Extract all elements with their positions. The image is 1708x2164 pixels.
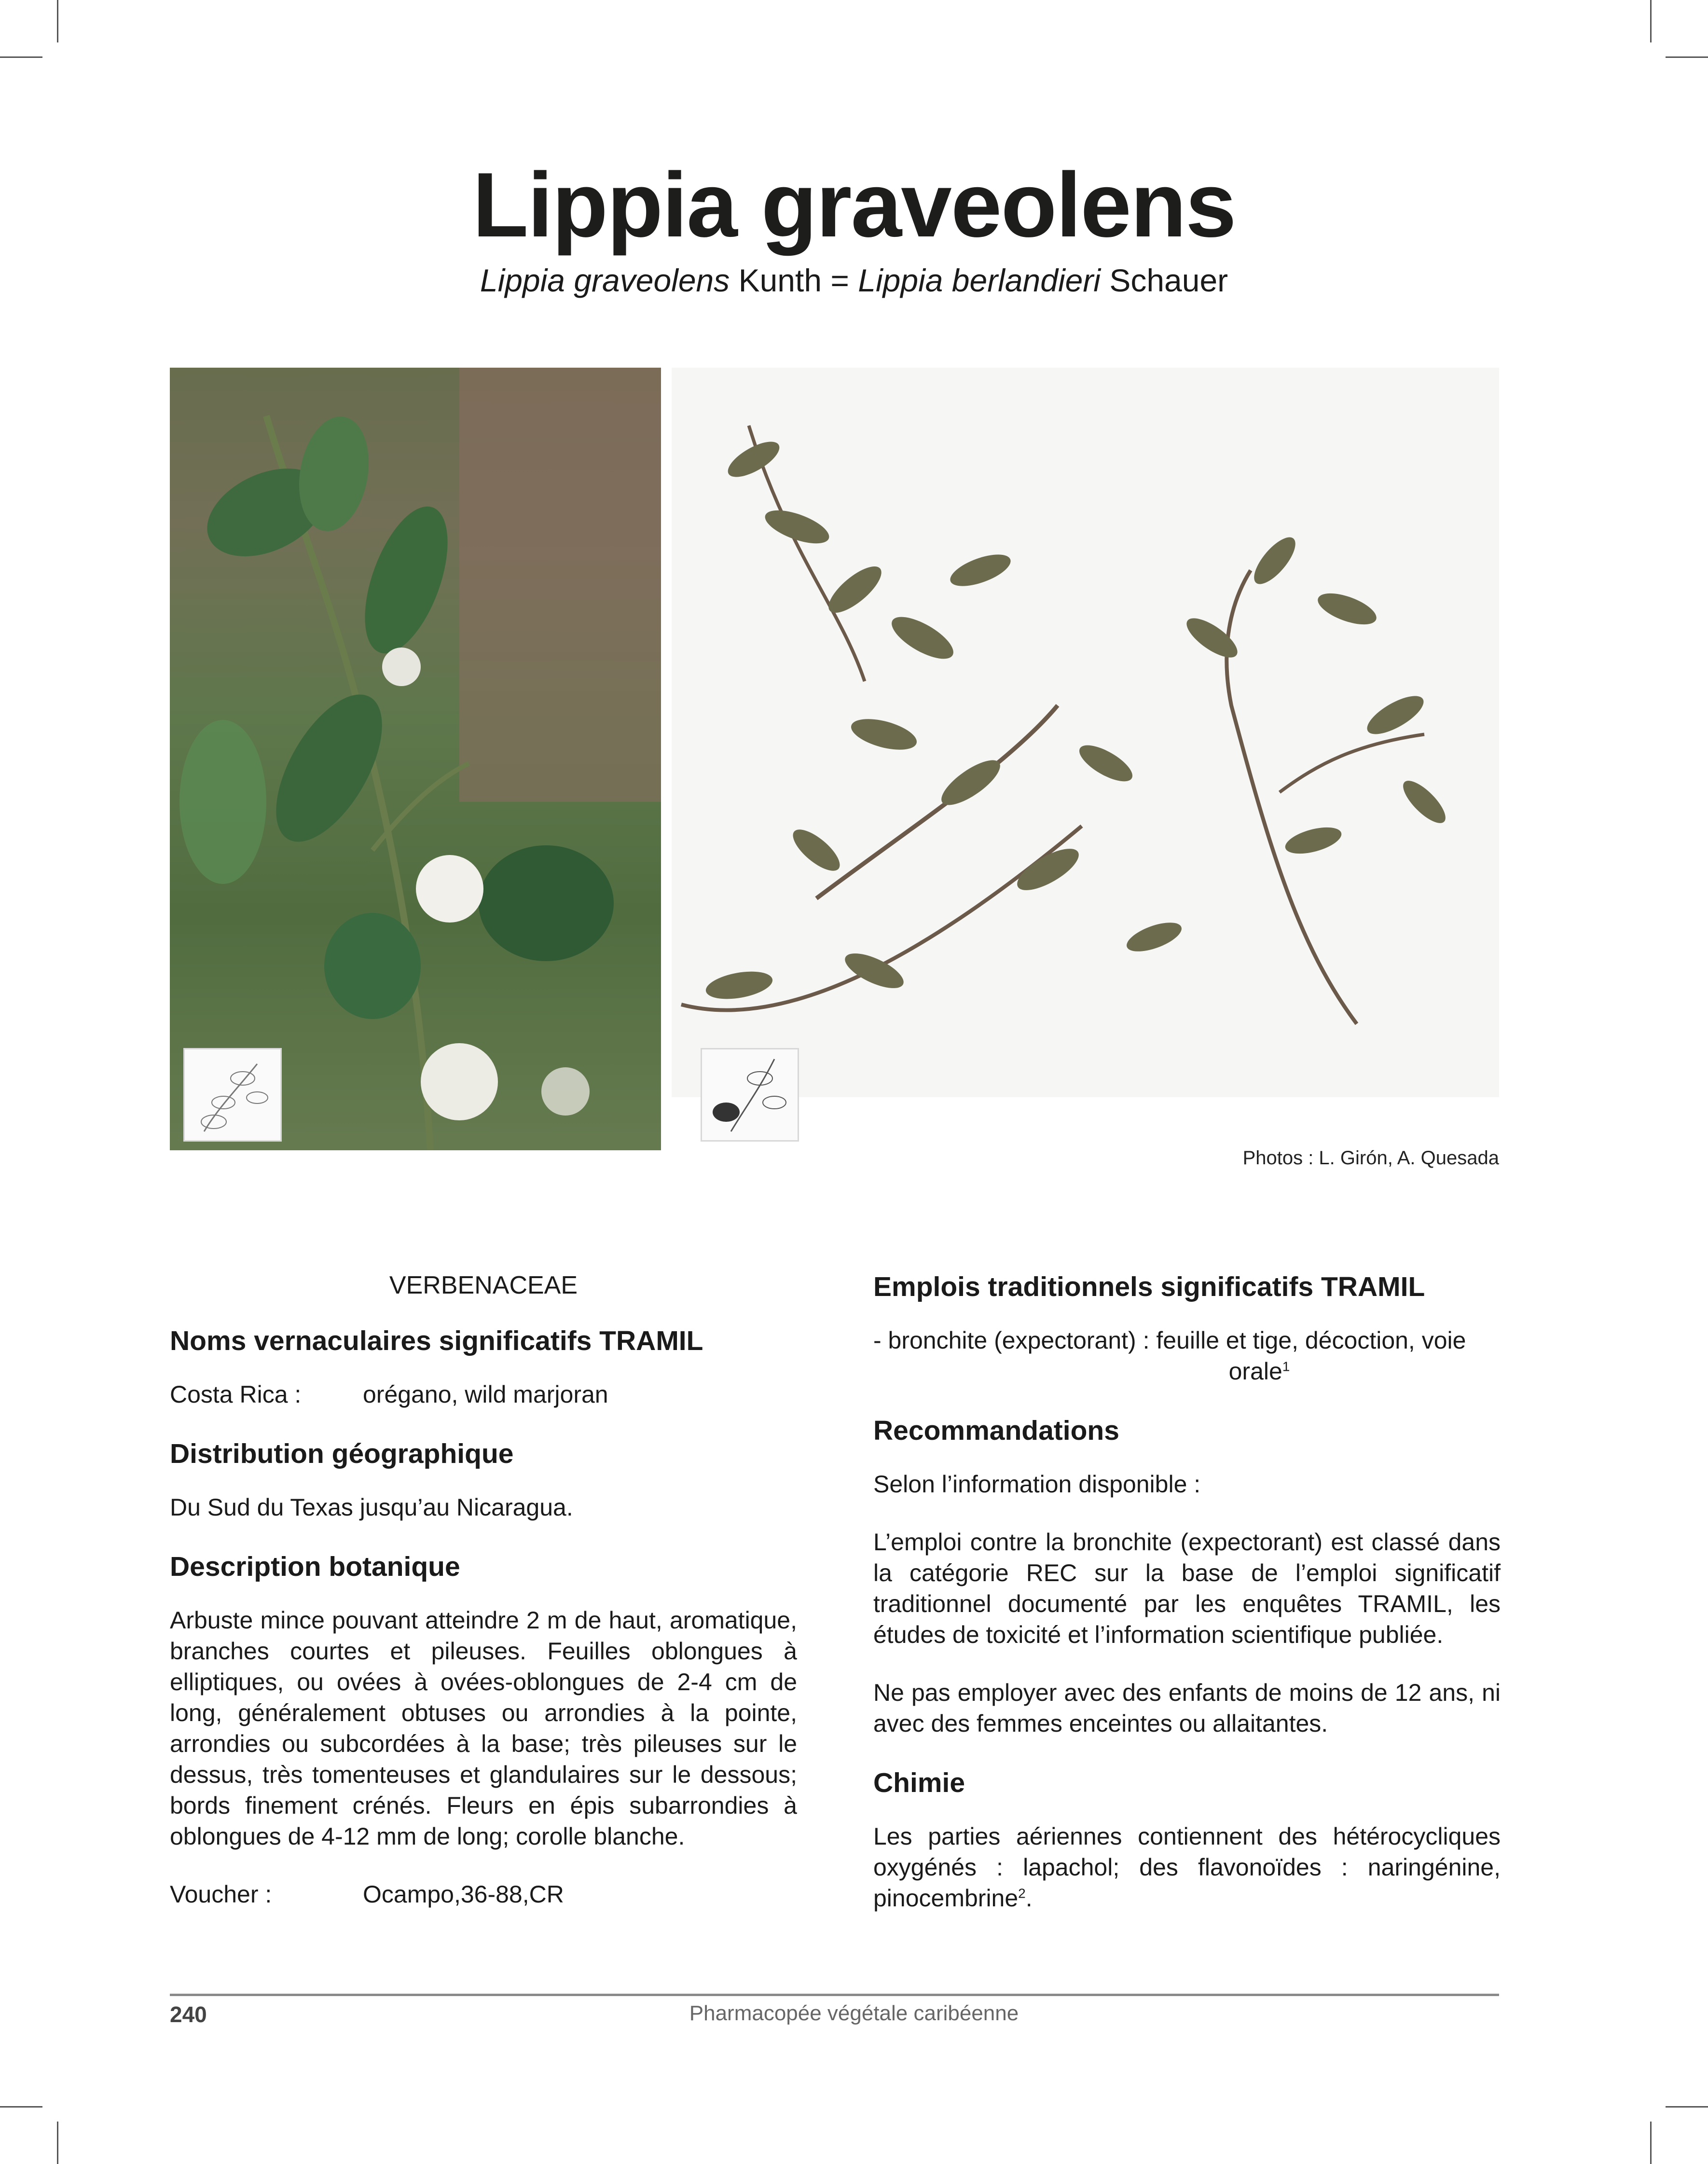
crop-mark <box>1650 0 1652 42</box>
plant-photo-herbarium <box>672 368 1499 1097</box>
uses-line: - bronchite (expectorant) : feuille et tige, décoction, voie <box>873 1327 1466 1354</box>
scientific-name <box>0 264 1708 296</box>
scientific-name-synonym: Lippia berlandieri <box>858 262 1101 298</box>
chemistry-body: Les parties aériennes contiennent des hétérocycliques oxygénés : lapachol; des flavonoïdes : naringénine, pinocembrine <box>873 1823 1501 1912</box>
vernacular-names: orégano, wild marjoran <box>363 1381 608 1408</box>
right-column <box>873 1270 1501 1941</box>
author-primary: Kunth <box>738 262 822 298</box>
distribution-heading: Distribution géographique <box>170 1438 514 1469</box>
plant-photo-illustration <box>170 368 661 1150</box>
herbarium-illustration <box>672 368 1499 1097</box>
left-column <box>170 1270 797 1937</box>
vernacular-row <box>170 1379 797 1410</box>
botanical-sketch-icon <box>185 1049 280 1140</box>
book-title: Pharmacopée végétale caribéenne <box>689 2001 1019 2025</box>
crop-mark <box>57 2122 58 2164</box>
vernacular-country: Costa Rica : <box>170 1381 302 1408</box>
uses-heading: Emplois traditionnels significatifs TRAMIL <box>873 1271 1425 1302</box>
voucher-value: Ocampo,36-88,CR <box>363 1881 564 1908</box>
recommendations-paragraph-2: Ne pas employer avec des enfants de moins de 12 ans, ni avec des femmes enceintes ou allaitantes. <box>873 1679 1501 1737</box>
page-title: Lippia graveolens <box>472 154 1236 256</box>
crop-mark <box>0 56 42 58</box>
recommendations-heading: Recommandations <box>873 1415 1119 1446</box>
scientific-name-primary: Lippia graveolens <box>480 262 730 298</box>
photo-credit: Photos : L. Girón, A. Quesada <box>1242 1147 1499 1169</box>
crop-mark <box>1666 2106 1708 2108</box>
description-heading: Description botanique <box>170 1551 460 1582</box>
uses-reference: 1 <box>1282 1359 1290 1374</box>
synonym-sign: = <box>830 262 849 298</box>
crop-mark <box>0 2106 42 2108</box>
page-number: 240 <box>170 2002 207 2027</box>
plant-family: VERBENACEAE <box>389 1271 578 1299</box>
chemistry-end: . <box>1025 1885 1033 1912</box>
botanical-drawing-thumbnail <box>701 1048 799 1142</box>
chemistry-reference: 2 <box>1018 1886 1026 1901</box>
author-synonym: Schauer <box>1109 262 1228 298</box>
chemistry-heading: Chimie <box>873 1767 965 1798</box>
plant-photo-living <box>170 368 661 1150</box>
recommendations-intro: Selon l’information disponible : <box>873 1471 1201 1498</box>
recommendations-paragraph-1: L’emploi contre la bronchite (expectorant) est classé dans la catégorie REC sur la base de l’emploi significatif traditionnel documenté par les enquêtes TRAMIL, les études de toxicité et l’information scientifique publiée. <box>873 1529 1501 1648</box>
description-text: Arbuste mince pouvant atteindre 2 m de haut, aromatique, branches courtes et pileuses. Feuilles oblongues à elliptiques, ou ovées à ovées-oblongues de 2-4 cm de long, généralement obtuses ou arrondies à la pointe, arrondies ou subcordées à la base; très pileuses sur le dessus, très tomenteuses et glandulaires sur le dessous; bords finement crénés. Fleurs en épis subarrondies à oblongues de 4-12 mm de long; corolle blanche. <box>170 1607 797 1850</box>
distribution-text: Du Sud du Texas jusqu’au Nicaragua. <box>170 1494 573 1521</box>
uses-tail <box>873 1356 1501 1387</box>
botanical-sketch-icon <box>702 1049 798 1140</box>
footer-divider <box>170 1994 1499 1996</box>
uses-text <box>873 1325 1501 1387</box>
botanical-drawing-thumbnail <box>183 1048 282 1142</box>
voucher-row <box>170 1879 797 1910</box>
uses-tail-text: orale <box>1228 1358 1282 1385</box>
vernacular-heading: Noms vernaculaires significatifs TRAMIL <box>170 1325 703 1356</box>
crop-mark <box>1650 2122 1652 2164</box>
voucher-label: Voucher : <box>170 1881 272 1908</box>
crop-mark <box>57 0 58 42</box>
crop-mark <box>1666 56 1708 58</box>
chemistry-text <box>873 1821 1501 1914</box>
